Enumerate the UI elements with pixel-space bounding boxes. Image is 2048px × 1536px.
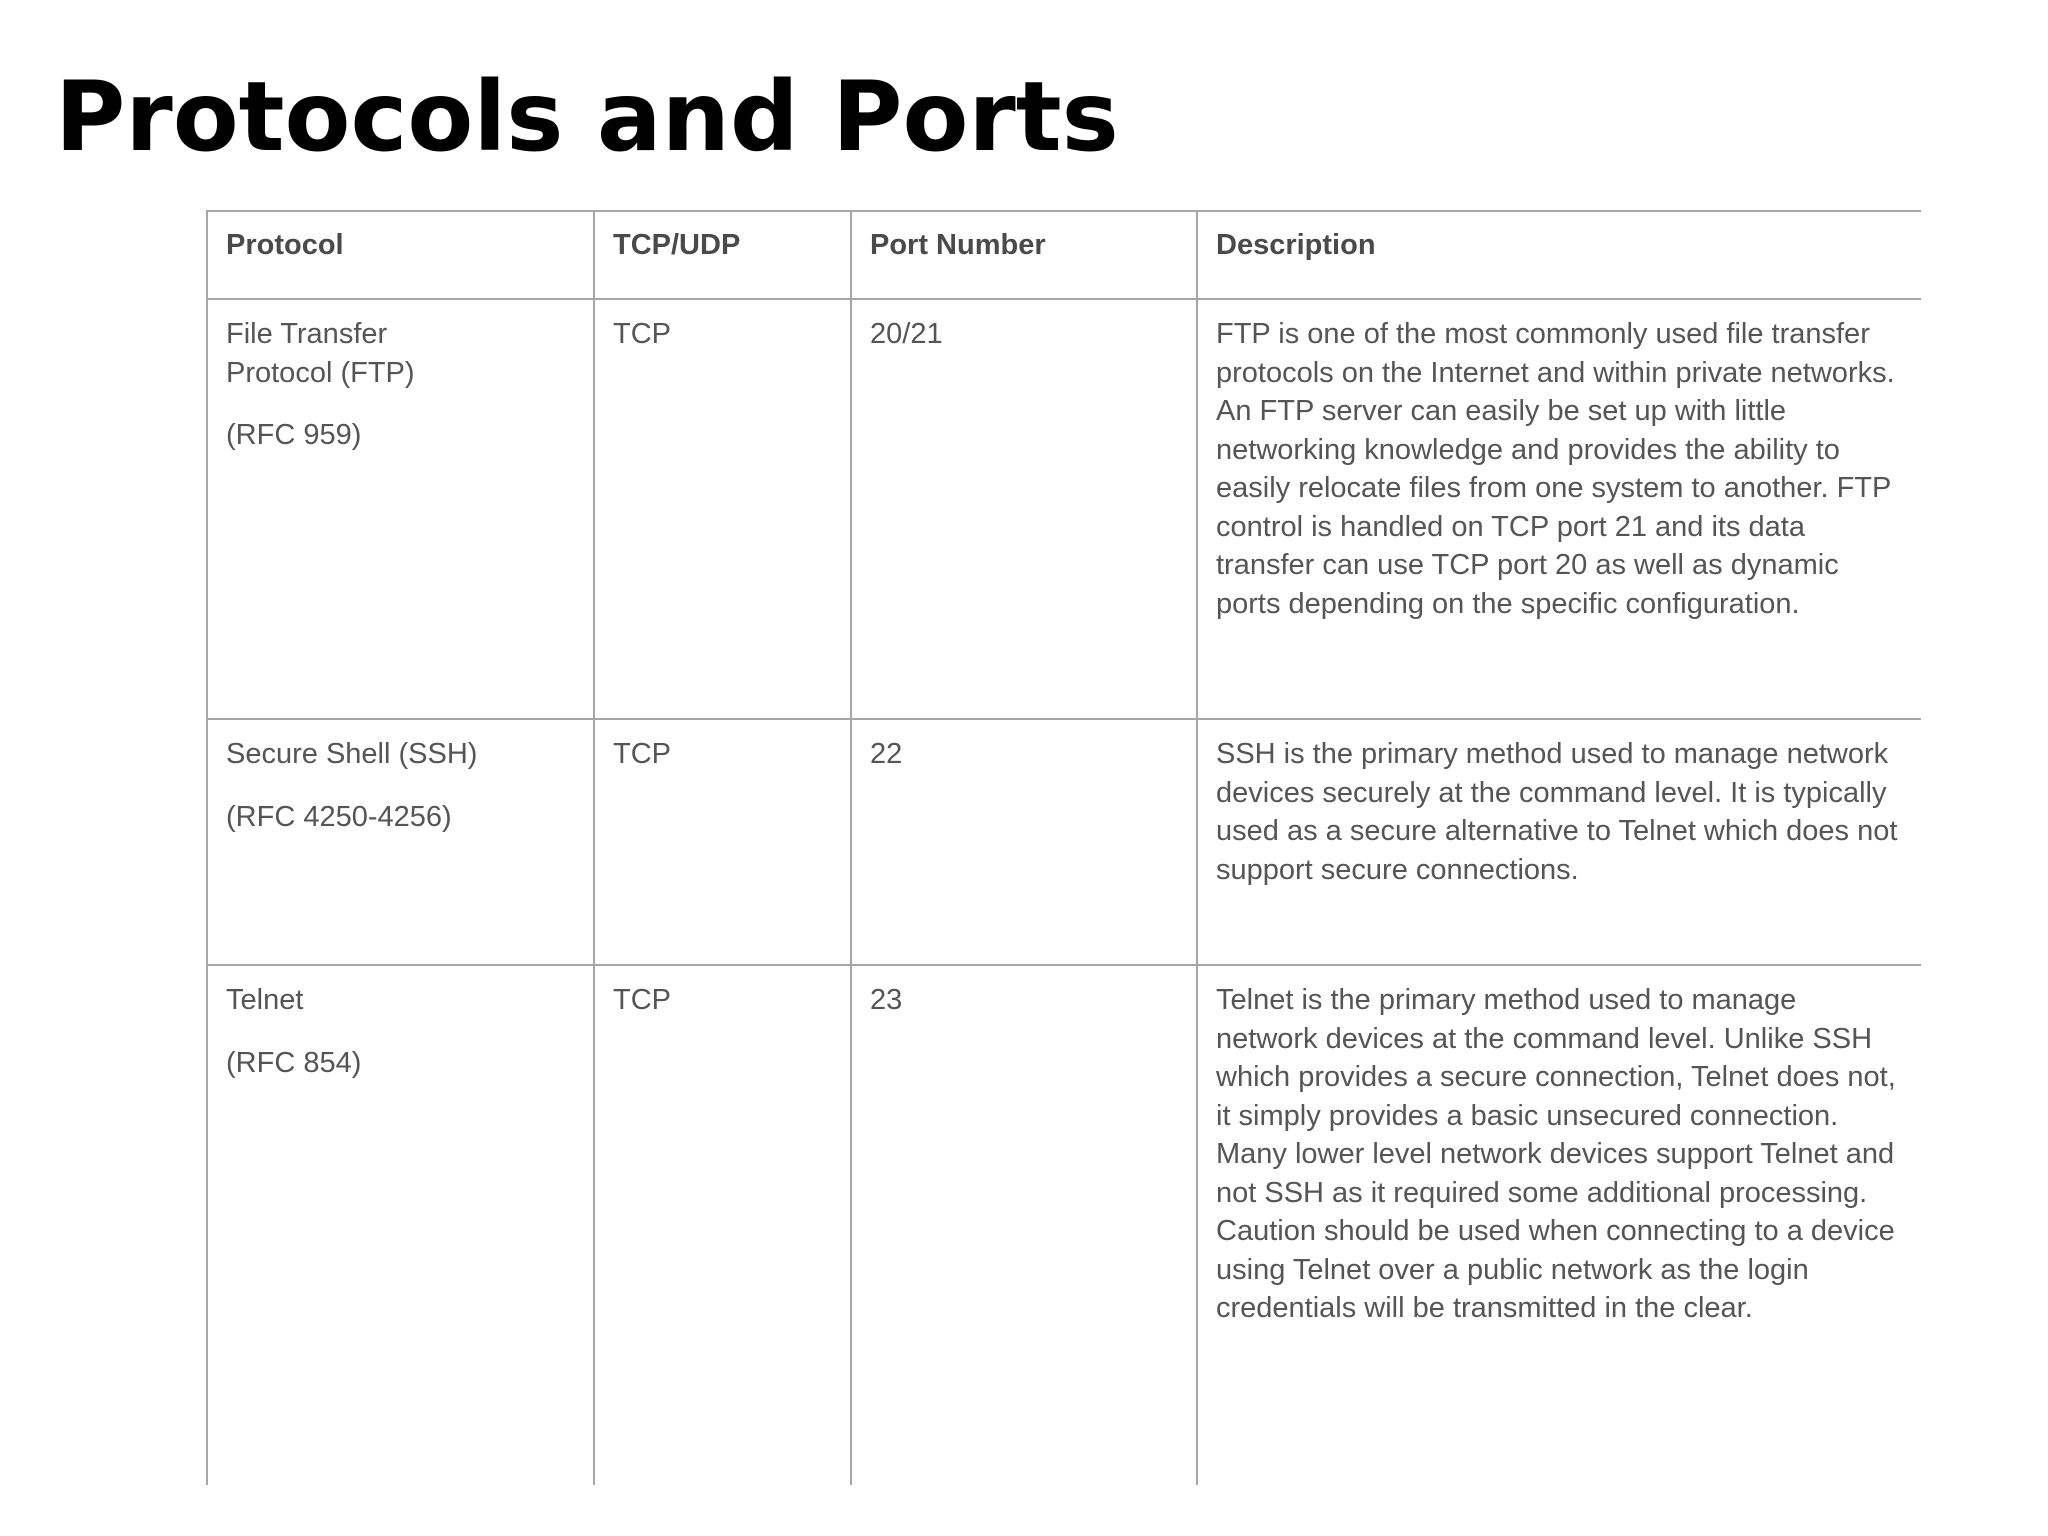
protocol-cell xyxy=(207,719,594,965)
page-title: Protocols and Ports xyxy=(55,61,1119,173)
transport-cell: TCP xyxy=(594,299,851,719)
table-row xyxy=(207,719,1921,965)
port-cell: 23 xyxy=(851,965,1197,1485)
header-protocol: Protocol xyxy=(207,211,594,299)
protocol-cell xyxy=(207,965,594,1485)
protocols-table-container xyxy=(206,210,1921,1500)
port-cell: 22 xyxy=(851,719,1197,965)
description-cell xyxy=(1197,719,1921,965)
header-transport: TCP/UDP xyxy=(594,211,851,299)
protocol-name: Secure Shell (SSH) xyxy=(226,738,478,770)
protocol-rfc: (RFC 4250-4256) xyxy=(226,800,452,833)
protocol-name: File Transfer Protocol (FTP) xyxy=(226,318,415,389)
description-text: SSH is the primary method used to manage network devices securely at the command level. It is typically used as a secure alternative to Telnet which does not support secure connections. xyxy=(1216,738,1898,886)
header-port-number: Port Number xyxy=(851,211,1197,299)
description-text: FTP is one of the most commonly used file transfer protocols on the Internet and within private networks. An FTP server can easily be set up with little networking knowledge and provides the ability to easily relocate files from one system to another. FTP control is handled on TCP port 21 and its data transfer can use TCP port 20 as well as dynamic ports depending on the specific configuration. xyxy=(1216,318,1895,620)
protocol-name: Telnet xyxy=(226,984,304,1016)
description-cell xyxy=(1197,299,1921,719)
table-row xyxy=(207,299,1921,719)
description-text: Telnet is the primary method used to manage network devices at the command level. Unlike SSH which provides a secure connection, Telnet does not, it simply provides a basic unsecured connection. Many lower level network devices support Telnet and not SSH as it required some additional processing. Caution should be used when connecting to a device using Telnet over a public network as the login credentials will be transmitted in the clear. xyxy=(1216,984,1896,1324)
protocol-cell xyxy=(207,299,594,719)
protocols-table xyxy=(206,210,1921,1485)
transport-cell: TCP xyxy=(594,719,851,965)
protocol-rfc: (RFC 854) xyxy=(226,1046,362,1079)
description-cell xyxy=(1197,965,1921,1485)
port-cell: 20/21 xyxy=(851,299,1197,719)
header-description: Description xyxy=(1197,211,1921,299)
protocol-rfc: (RFC 959) xyxy=(226,419,362,451)
table-header-row xyxy=(207,211,1921,299)
table-row xyxy=(207,965,1921,1485)
transport-cell: TCP xyxy=(594,965,851,1485)
